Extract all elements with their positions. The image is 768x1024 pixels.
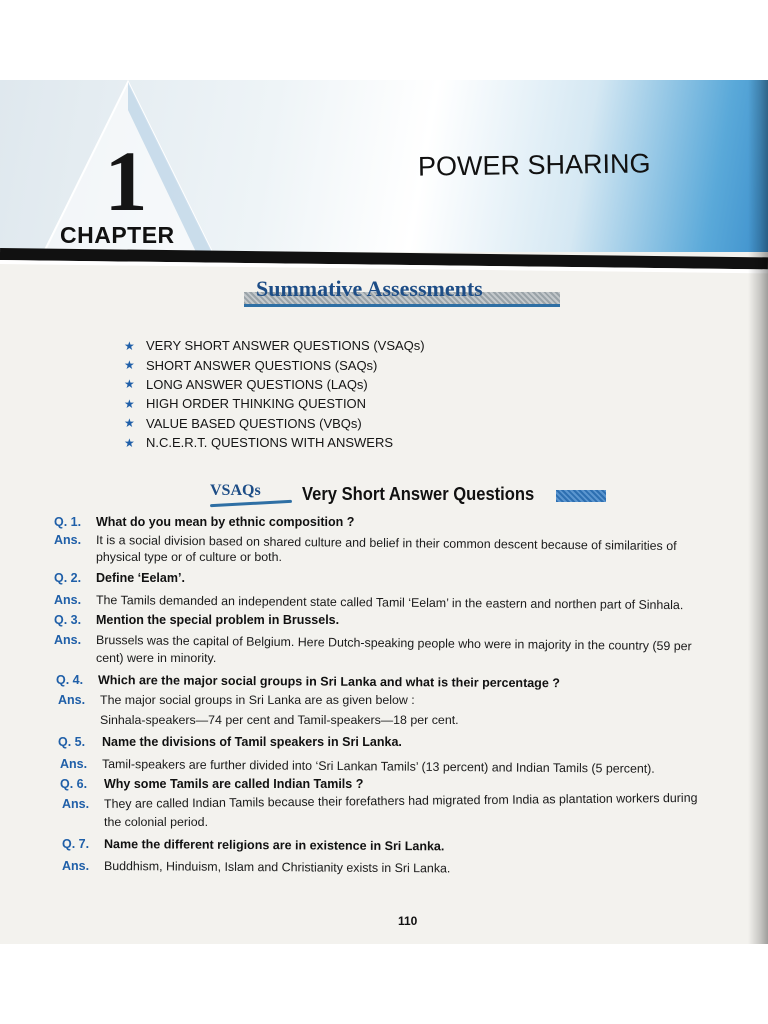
question-text: Define ‘Eelam’. bbox=[96, 571, 185, 585]
assessment-heading bbox=[240, 276, 560, 308]
section-title-bar bbox=[556, 490, 606, 502]
chapter-number: 1 bbox=[104, 133, 148, 229]
question-label: Q. 4. bbox=[56, 673, 84, 687]
answer-text: the colonial period. bbox=[104, 815, 209, 829]
star-bullet-icon: ★ bbox=[124, 358, 135, 373]
assessment-heading-text: Summative Assessments bbox=[256, 276, 483, 301]
chapter-label: CHAPTER bbox=[60, 222, 175, 248]
list-item: ★ VERY SHORT ANSWER QUESTIONS (VSAQs) bbox=[124, 338, 425, 354]
vsaq-logo: VSAQs bbox=[210, 482, 261, 499]
list-item: ★ LONG ANSWER QUESTIONS (LAQs) bbox=[124, 376, 368, 392]
question-types-list bbox=[124, 336, 425, 452]
star-bullet-icon: ★ bbox=[124, 416, 135, 431]
book-spine-shadow bbox=[748, 80, 768, 944]
section-heading bbox=[210, 482, 610, 508]
question-text: What do you mean by ethnic composition ? bbox=[96, 515, 355, 529]
question-text: Mention the special problem in Brussels. bbox=[96, 613, 340, 627]
question-label: Q. 2. bbox=[54, 571, 82, 585]
section-title: Very Short Answer Questions bbox=[302, 484, 535, 504]
star-bullet-icon: ★ bbox=[124, 435, 135, 450]
star-bullet-icon: ★ bbox=[124, 396, 135, 411]
list-item: ★ HIGH ORDER THINKING QUESTION bbox=[124, 396, 367, 412]
question-label: Q. 6. bbox=[60, 777, 88, 791]
answer-label: Ans. bbox=[58, 693, 86, 707]
answer-text: Tamil-speakers are further divided into ‘Sri Lankan Tamils’ (13 percent) and Indian Tamils (5 percent). bbox=[101, 757, 655, 776]
answer-label: Ans. bbox=[54, 593, 82, 607]
textbook-page bbox=[0, 80, 768, 944]
question-label: Q. 1. bbox=[54, 515, 82, 529]
page-number: 110 bbox=[398, 914, 418, 928]
list-item: ★ SHORT ANSWER QUESTIONS (SAQs) bbox=[124, 357, 378, 373]
chapter-title: POWER SHARING bbox=[417, 148, 651, 182]
answer-text: The major social groups in Sri Lanka are as given below : bbox=[100, 693, 415, 707]
answer-text: Buddhism, Hinduism, Islam and Christianity exists in Sri Lanka. bbox=[103, 859, 451, 876]
answer-label: Ans. bbox=[54, 533, 82, 547]
answer-label: Ans. bbox=[62, 797, 90, 811]
answer-label: Ans. bbox=[60, 757, 88, 771]
star-bullet-icon: ★ bbox=[124, 377, 135, 392]
question-text: Name the divisions of Tamil speakers in Sri Lanka. bbox=[102, 735, 402, 749]
answer-text: They are called Indian Tamils because their forefathers had migrated from India as plantation workers during bbox=[103, 790, 698, 811]
question-label: Q. 7. bbox=[62, 837, 90, 851]
list-item: ★ VALUE BASED QUESTIONS (VBQs) bbox=[124, 415, 362, 431]
list-item: ★ N.C.E.R.T. QUESTIONS WITH ANSWERS bbox=[124, 435, 394, 451]
question-text: Which are the major social groups in Sri Lanka and what is their percentage ? bbox=[97, 673, 560, 691]
answer-text: It is a social division based on shared culture and belief in their common descent because of similarities of bbox=[95, 533, 677, 554]
vsaq-logo-swoosh bbox=[210, 500, 292, 507]
question-label: Q. 5. bbox=[58, 735, 86, 749]
answer-label: Ans. bbox=[54, 633, 82, 647]
question-label: Q. 3. bbox=[54, 613, 82, 627]
star-bullet-icon: ★ bbox=[124, 338, 135, 353]
answer-text: Brussels was the capital of Belgium. Here Dutch-speaking people who were in majority in the country (59 per bbox=[95, 633, 692, 654]
answer-label: Ans. bbox=[62, 859, 90, 873]
question-text: Name the different religions are in existence in Sri Lanka. bbox=[103, 837, 445, 854]
answer-text: Sinhala-speakers—74 per cent and Tamil-speakers—18 per cent. bbox=[100, 713, 459, 727]
answer-text: cent) were in minority. bbox=[96, 651, 217, 665]
answer-text: physical type or of culture or both. bbox=[96, 550, 282, 564]
answer-text: The Tamils demanded an independent state called Tamil ‘Eelam’ in the eastern and northen part of Sinhala. bbox=[95, 593, 684, 613]
question-text: Why some Tamils are called Indian Tamils ? bbox=[104, 777, 364, 791]
